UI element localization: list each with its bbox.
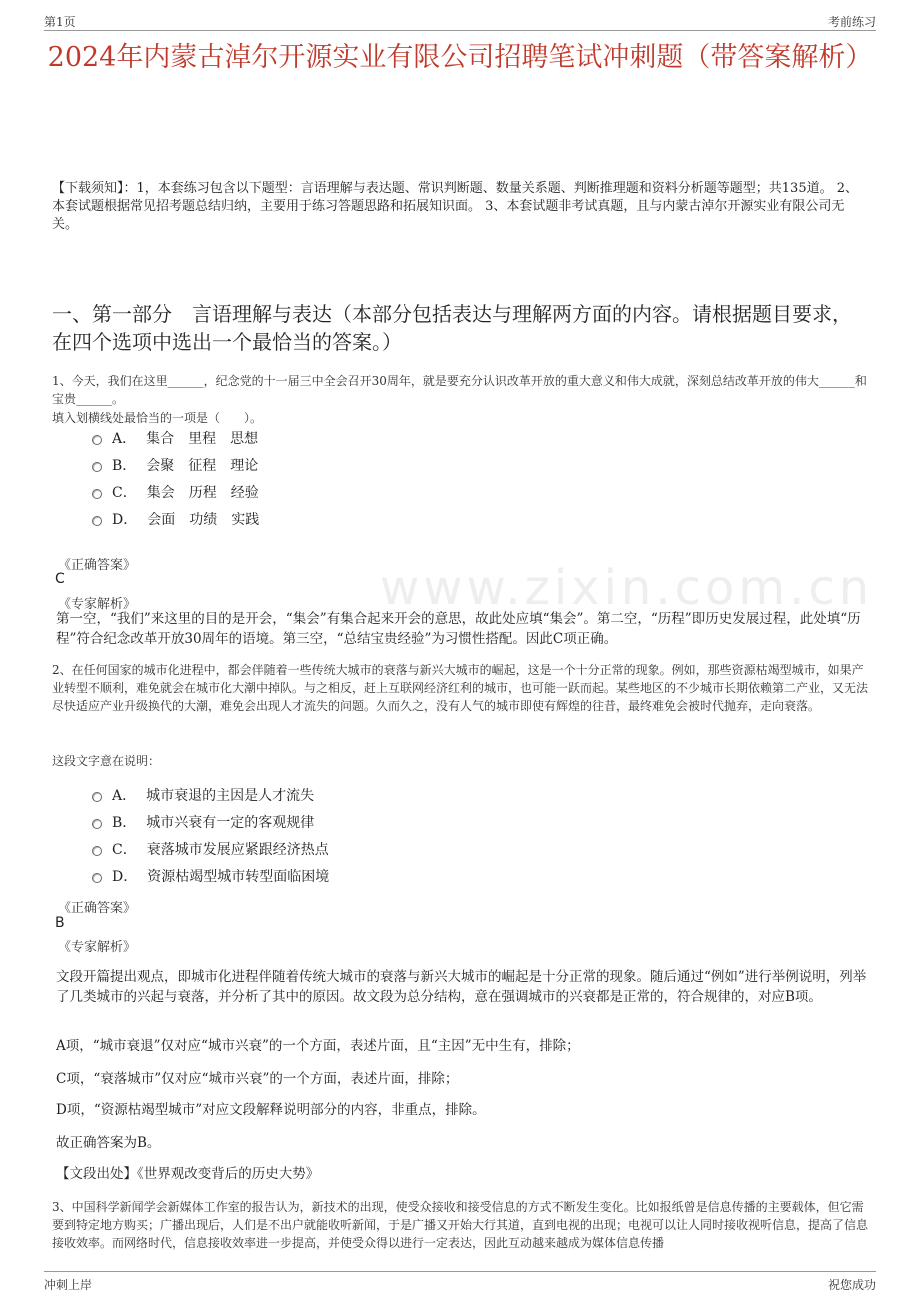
question-1-options xyxy=(92,426,259,534)
option-text: 集合 里程 思想 xyxy=(146,431,259,447)
option-d[interactable] xyxy=(92,864,329,891)
option-letter: A． xyxy=(112,431,137,447)
footer-right: 祝您成功 xyxy=(827,1278,876,1292)
option-a[interactable] xyxy=(92,426,259,453)
question-2-prompt: 这段文字意在说明： xyxy=(52,754,161,768)
analysis-label: 《专家解析》 xyxy=(58,597,137,612)
option-c[interactable] xyxy=(92,480,259,507)
radio-icon[interactable] xyxy=(92,462,102,472)
radio-icon[interactable] xyxy=(92,489,102,499)
page-footer xyxy=(44,1271,876,1292)
option-letter: D． xyxy=(112,869,138,885)
option-letter: A． xyxy=(112,788,137,804)
watermark: www.zixin.com.cn xyxy=(380,560,874,616)
analysis-paragraph: A项，“城市衰退”仅对应“城市兴衰”的一个方面，表述片面，且“主因”无中生有，排除； xyxy=(56,1038,580,1054)
option-text: 城市衰退的主因是人才流失 xyxy=(146,788,315,804)
radio-icon[interactable] xyxy=(92,435,102,445)
answer-label: 《正确答案》 xyxy=(58,558,137,573)
option-a[interactable] xyxy=(92,783,329,810)
option-b[interactable] xyxy=(92,810,329,837)
option-b[interactable] xyxy=(92,453,259,480)
source-note: 【文段出处】《世界观改变背后的历史大势》 xyxy=(56,1166,320,1182)
option-letter: B． xyxy=(112,458,137,474)
answer-label: 《正确答案》 xyxy=(58,901,137,916)
option-letter: B． xyxy=(112,815,137,831)
option-letter: C． xyxy=(112,485,137,501)
analysis-text: 第一空，“我们”来这里的目的是开会，“集会”有集合起来开会的意思，故此处应填“集会”。第二空，“历程”即历史发展过程，此处填“历程”符合纪念改革开放30周年的语境。第三空，“总结宝贵经验”为习惯性搭配。因此C项正确。 xyxy=(56,611,861,647)
option-text: 衰落城市发展应紧跟经济热点 xyxy=(146,842,329,858)
question-3-stem: 3、中国科学新闻学会新媒体工作室的报告认为，新技术的出现，使受众接收和接受信息的方式不断发生变化。比如报纸曾是信息传播的主要载体，但它需要到特定地方购买；广播出现后，人们是不出户就能收听新闻，于是广播又开始大行其道，直到电视的出现；电视可以让人同时接收视听信息，提高了信息接收效率。而网络时代，信息接收效率进一步提高，并使受众得以进行一定表达，因此互动越来越成为媒体信息传播 xyxy=(52,1200,869,1250)
answer-value: B xyxy=(55,915,65,931)
analysis-label: 《专家解析》 xyxy=(58,940,137,955)
option-d[interactable] xyxy=(92,507,259,534)
page-number: 第1页 xyxy=(44,15,76,29)
option-letter: C． xyxy=(112,842,137,858)
question-2-stem: 2、在任何国家的城市化进程中，都会伴随着一些传统大城市的衰落与新兴大城市的崛起，这是一个十分正常的现象。例如，那些资源枯竭型城市，如果产业转型不顺利，难免就会在城市化大潮中掉队。与之相反，赶上互联网经济红利的城市，也可能一跃而起。某些地区的不少城市长期依赖第二产业，又无法尽快适应产业升级换代的大潮，难免会出现人才流失的问题。久而久之，没有人气的城市即使有辉煌的往昔，最终难免会被时代抛弃，走向衰落。 xyxy=(52,663,869,713)
option-c[interactable] xyxy=(92,837,329,864)
option-text: 资源枯竭型城市转型面临困境 xyxy=(147,869,330,885)
radio-icon[interactable] xyxy=(92,873,102,883)
section-heading: 一、第一部分 言语理解与表达（本部分包括表达与理解两方面的内容。请根据题目要求，在四个选项中选出一个最恰当的答案。） xyxy=(52,302,852,354)
page-header xyxy=(44,10,876,31)
footer-left: 冲刺上岸 xyxy=(44,1278,93,1292)
document-title: 2024年内蒙古淖尔开源实业有限公司招聘笔试冲刺题（带答案解析） xyxy=(47,42,873,73)
question-2-options xyxy=(92,783,329,891)
download-notice: 【下载须知】：1，本套练习包含以下题型：言语理解与表达题、常识判断题、数量关系题、判断推理题和资料分析题等题型；共135道。 2、本套试题根据常见招考题总结归纳，主要用于练习答题思路和拓展知识面。 3、本套试题非考试真题，且与内蒙古淖尔开源实业有限公司无关。 xyxy=(52,181,858,232)
question-1-stem: 1、今天，我们在这里______，纪念党的十一届三中全会召开30周年，就是要充分认识改革开放的重大意义和伟大成就，深刻总结改革开放的伟大______和宝贵______。 xyxy=(52,374,867,406)
radio-icon[interactable] xyxy=(92,792,102,802)
analysis-paragraph: 文段开篇提出观点，即城市化进程伴随着传统大城市的衰落与新兴大城市的崛起是十分正常的现象。随后通过“例如”进行举例说明，列举了几类城市的兴起与衰落，并分析了其中的原因。故文段为总分结构，意在强调城市的兴衰都是正常的，符合规律的，对应B项。 xyxy=(56,969,867,1005)
header-tag: 考前练习 xyxy=(827,15,876,29)
option-text: 集会 历程 经验 xyxy=(146,485,259,501)
analysis-paragraph: D项，“资源枯竭型城市”对应文段解释说明部分的内容，非重点，排除。 xyxy=(56,1102,486,1118)
option-text: 城市兴衰有一定的客观规律 xyxy=(146,815,315,831)
analysis-paragraph: 故正确答案为B。 xyxy=(56,1135,161,1151)
option-letter: D． xyxy=(112,512,138,528)
radio-icon[interactable] xyxy=(92,846,102,856)
radio-icon[interactable] xyxy=(92,819,102,829)
answer-value: C xyxy=(55,571,65,587)
radio-icon[interactable] xyxy=(92,516,102,526)
option-text: 会面 功绩 实践 xyxy=(147,512,260,528)
option-text: 会聚 征程 理论 xyxy=(146,458,259,474)
question-1-prompt: 填入划横线处最恰当的一项是（ ）。 xyxy=(52,411,263,425)
analysis-paragraph: C项，“衰落城市”仅对应“城市兴衰”的一个方面，表述片面，排除； xyxy=(56,1071,459,1087)
